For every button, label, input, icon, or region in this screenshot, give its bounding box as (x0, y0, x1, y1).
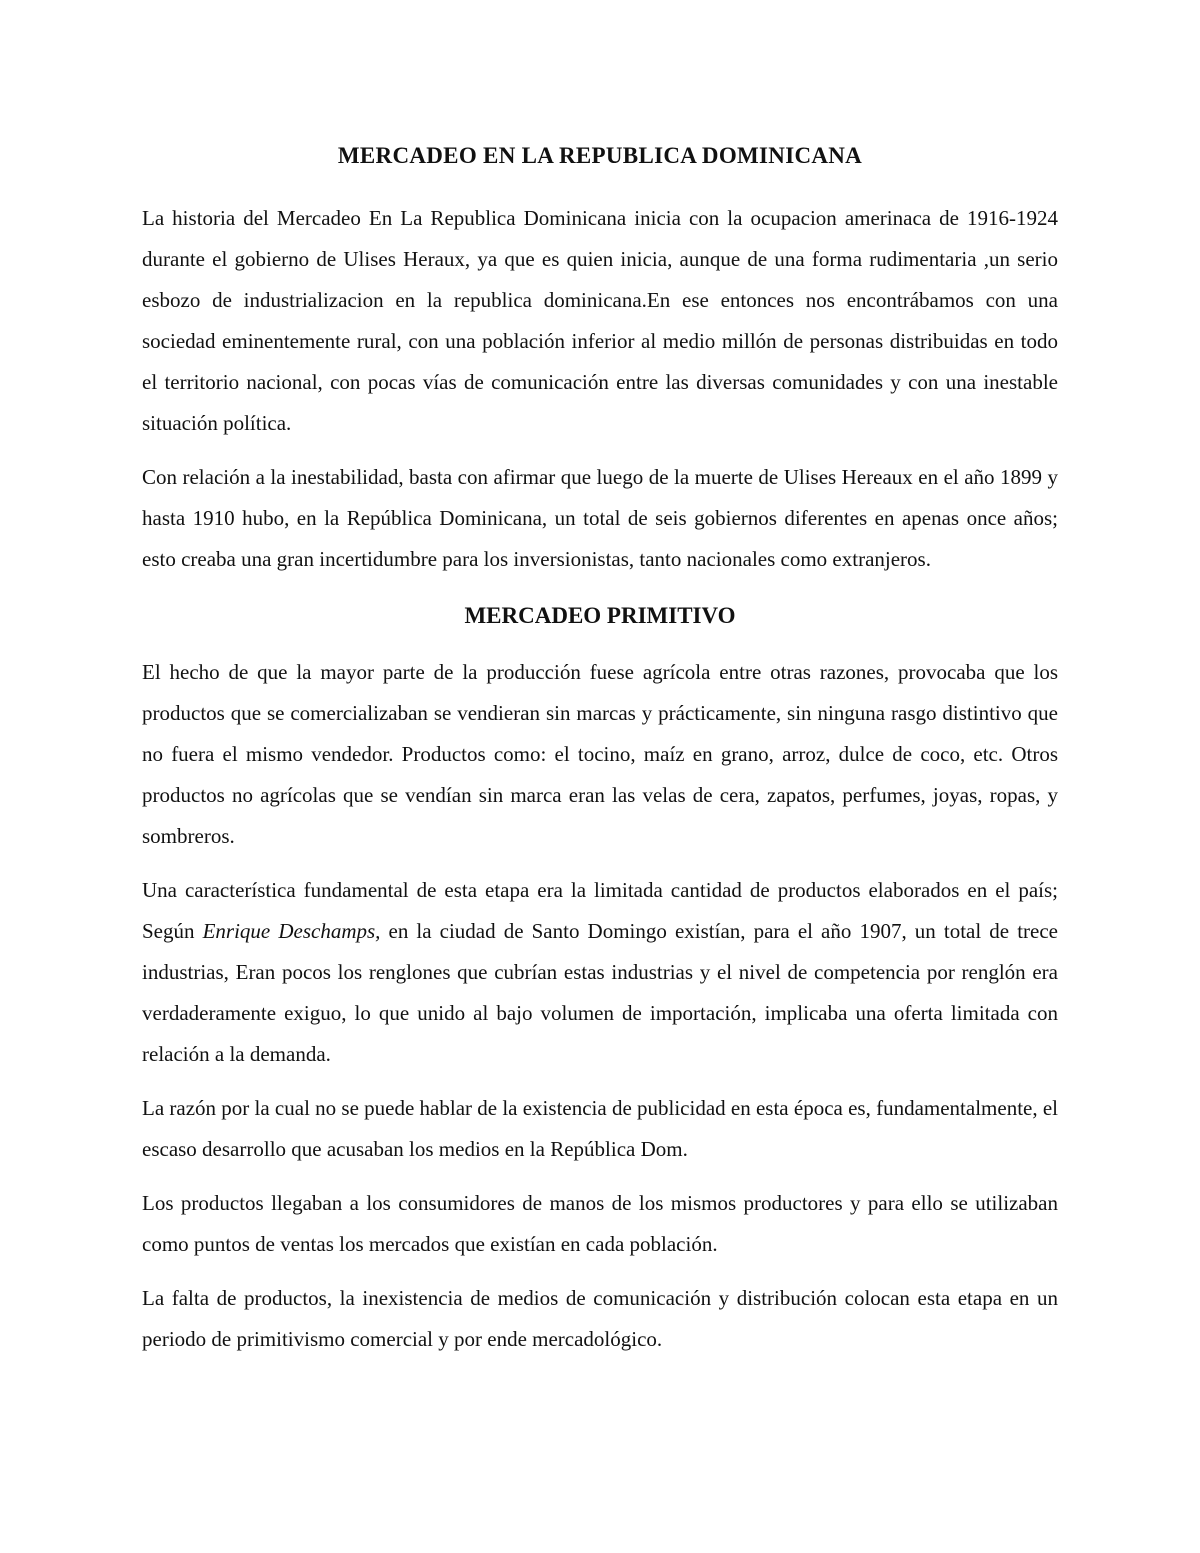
paragraph-history: La historia del Mercadeo En La Republica Dominicana inicia con la ocupacion amerinaca de 1916-1924 durante el gobierno de Ulises Heraux, ya que es quien inicia, aunque de una forma rudimentaria ,un serio esbozo de industrializacion en la republica dominicana.En ese entonces nos encontrábamos con una sociedad eminentemente rural, con una población inferior al medio millón de personas distribuidas en todo el territorio nacional, con pocas vías de comunicación entre las diversas comunidades y con una inestable situación política. (142, 206, 1058, 436)
paragraph-characteristic-end: en la ciudad de Santo Domingo existían, para el año 1907, un total de trece industrias, Eran pocos los renglones que cubrían estas industrias y el nivel de competencia por renglón era verdaderamente exiguo, lo que unido al bajo volumen de importación, implicaba una oferta limitada con relación a la demanda. (142, 919, 1058, 1067)
paragraph-conclusion: La falta de productos, la inexistencia de medios de comunicación y distribución colocan esta etapa en un periodo de primitivismo comercial y por ende mercadológico. (142, 1286, 1058, 1352)
paragraph-products: El hecho de que la mayor parte de la producción fuese agrícola entre otras razones, provocaba que los productos que se comercializaban se vendieran sin marcas y prácticamente, sin ninguna rasgo distintivo que no fuera el mismo vendedor. Productos como: el tocino, maíz en grano, arroz, dulce de coco, etc. Otros productos no agrícolas que se vendían sin marca eran las velas de cera, zapatos, perfumes, joyas, ropas, y sombreros. (142, 660, 1058, 849)
paragraph-advertising: La razón por la cual no se puede hablar de la existencia de publicidad en esta época es, fundamentalmente, el escaso desarrollo que acusaban los medios en la República Dom. (142, 1096, 1059, 1162)
paragraph-distribution: Los productos llegaban a los consumidores de manos de los mismos productores y para ello se utilizaban como puntos de ventas los mercados que existían en cada población. (142, 1191, 1058, 1257)
page-title: MERCADEO EN LA REPUBLICA DOMINICANA (337, 143, 863, 168)
paragraph-characteristic-start: Una característica fundamental de esta etapa era la limitada cantidad de productos elaborados en el país; Según (142, 878, 1058, 944)
section-title-primitive-marketing: MERCADEO PRIMITIVO (464, 603, 736, 629)
author-name: Enrique Deschamps, (202, 919, 381, 944)
document-body (142, 140, 1058, 1373)
paragraph-instability: Con relación a la inestabilidad, basta con afirmar que luego de la muerte de Ulises Hereaux en el año 1899 y hasta 1910 hubo, en la República Dominicana, un total de seis gobiernos diferentes en apenas once años; esto creaba una gran incertidumbre para los inversionistas, tanto nacionales como extranjeros. (142, 465, 1058, 572)
paragraph-characteristic (142, 870, 1058, 1075)
